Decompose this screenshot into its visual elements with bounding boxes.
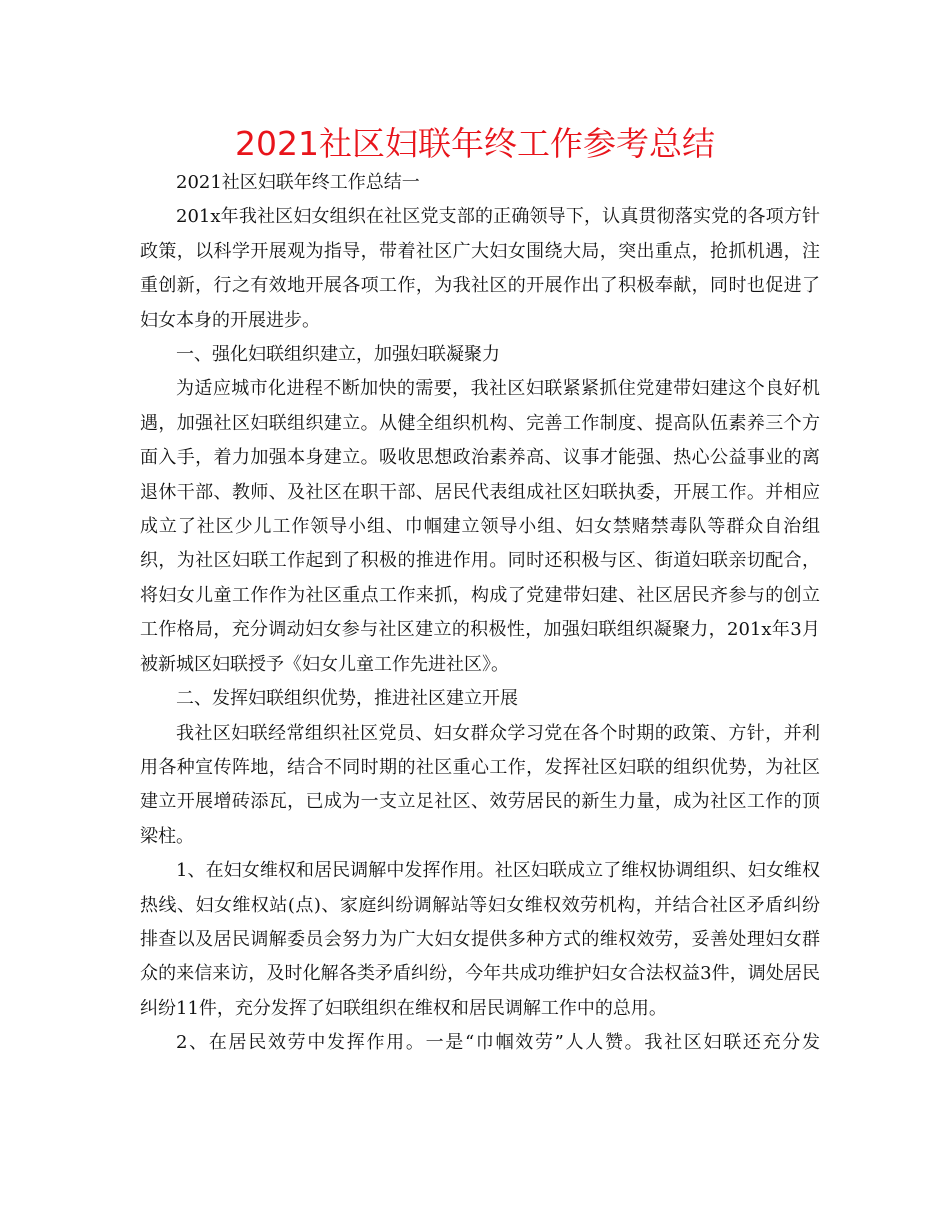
section-heading-2: 二、发挥妇联组织优势，推进社区建立开展 <box>176 688 518 710</box>
paragraph-section-2: 我社区妇联经常组织社区党员、妇女群众学习党在各个时期的政策、方针，并利用各种宣传阵地，结合不同时期的社区重心工作，发挥社区妇联的组织优势，为社区建立开展增砖添瓦，已成为一支立足社区、效劳居民的新生力量，成为社区工作的顶梁柱。 <box>140 722 820 847</box>
paragraph-subtitle: 2021社区妇联年终工作总结一 <box>176 172 420 193</box>
paragraph-intro: 201x年我社区妇女组织在社区党支部的正确领导下，认真贯彻落实党的各项方针政策，以科学开展观为指导，带着社区广大妇女围绕大局，突出重点，抢抓机遇，注重创新，行之有效地开展各项工作，为我社区的开展作出了积极奉献，同时也促进了妇女本身的开展进步。 <box>140 206 820 331</box>
document-body <box>140 166 820 1061</box>
paragraph-section-1: 为适应城市化进程不断加快的需要，我社区妇联紧紧抓住党建带妇建这个良好机遇，加强社区妇联组织建立。从健全组织机构、完善工作制度、提高队伍素养三个方面入手，着力加强本身建立。吸收思想政治素养高、议事才能强、热心公益事业的离退休干部、教师、及社区在职干部、居民代表组成社区妇联执委，开展工作。并相应成立了社区少儿工作领导小组、巾帼建立领导小组、妇女禁赌禁毒队等群众自治组织，为社区妇联工作起到了积极的推进作用。同时还积极与区、街道妇联亲切配合，将妇女儿童工作作为社区重点工作来抓，构成了党建带妇建、社区居民齐参与的创立工作格局，充分调动妇女参与社区建立的积极性，加强妇联组织凝聚力，201x年3月被新城区妇联授予《妇女儿童工作先进社区》。 <box>140 378 820 675</box>
document-title: 2021社区妇联年终工作参考总结 <box>235 124 715 163</box>
paragraph-item-1: 1、在妇女维权和居民调解中发挥作用。社区妇联成立了维权协调组织、妇女维权热线、妇女维权站(点)、家庭纠纷调解站等妇女维权效劳机构，并结合社区矛盾纠纷排查以及居民调解委员会努力为广大妇女提供多种方式的维权效劳，妥善处理妇女群众的来信来访，及时化解各类矛盾纠纷，今年共成功维护妇女合法权益3件，调处居民纠纷11件，充分发挥了妇联组织在维权和居民调解工作中的总用。 <box>140 860 820 1019</box>
paragraph-item-2: 2、在居民效劳中发挥作用。一是“巾帼效劳”人人赞。我社区妇联还充分发 <box>176 1032 820 1054</box>
section-heading-1: 一、强化妇联组织建立，加强妇联凝聚力 <box>176 344 500 366</box>
